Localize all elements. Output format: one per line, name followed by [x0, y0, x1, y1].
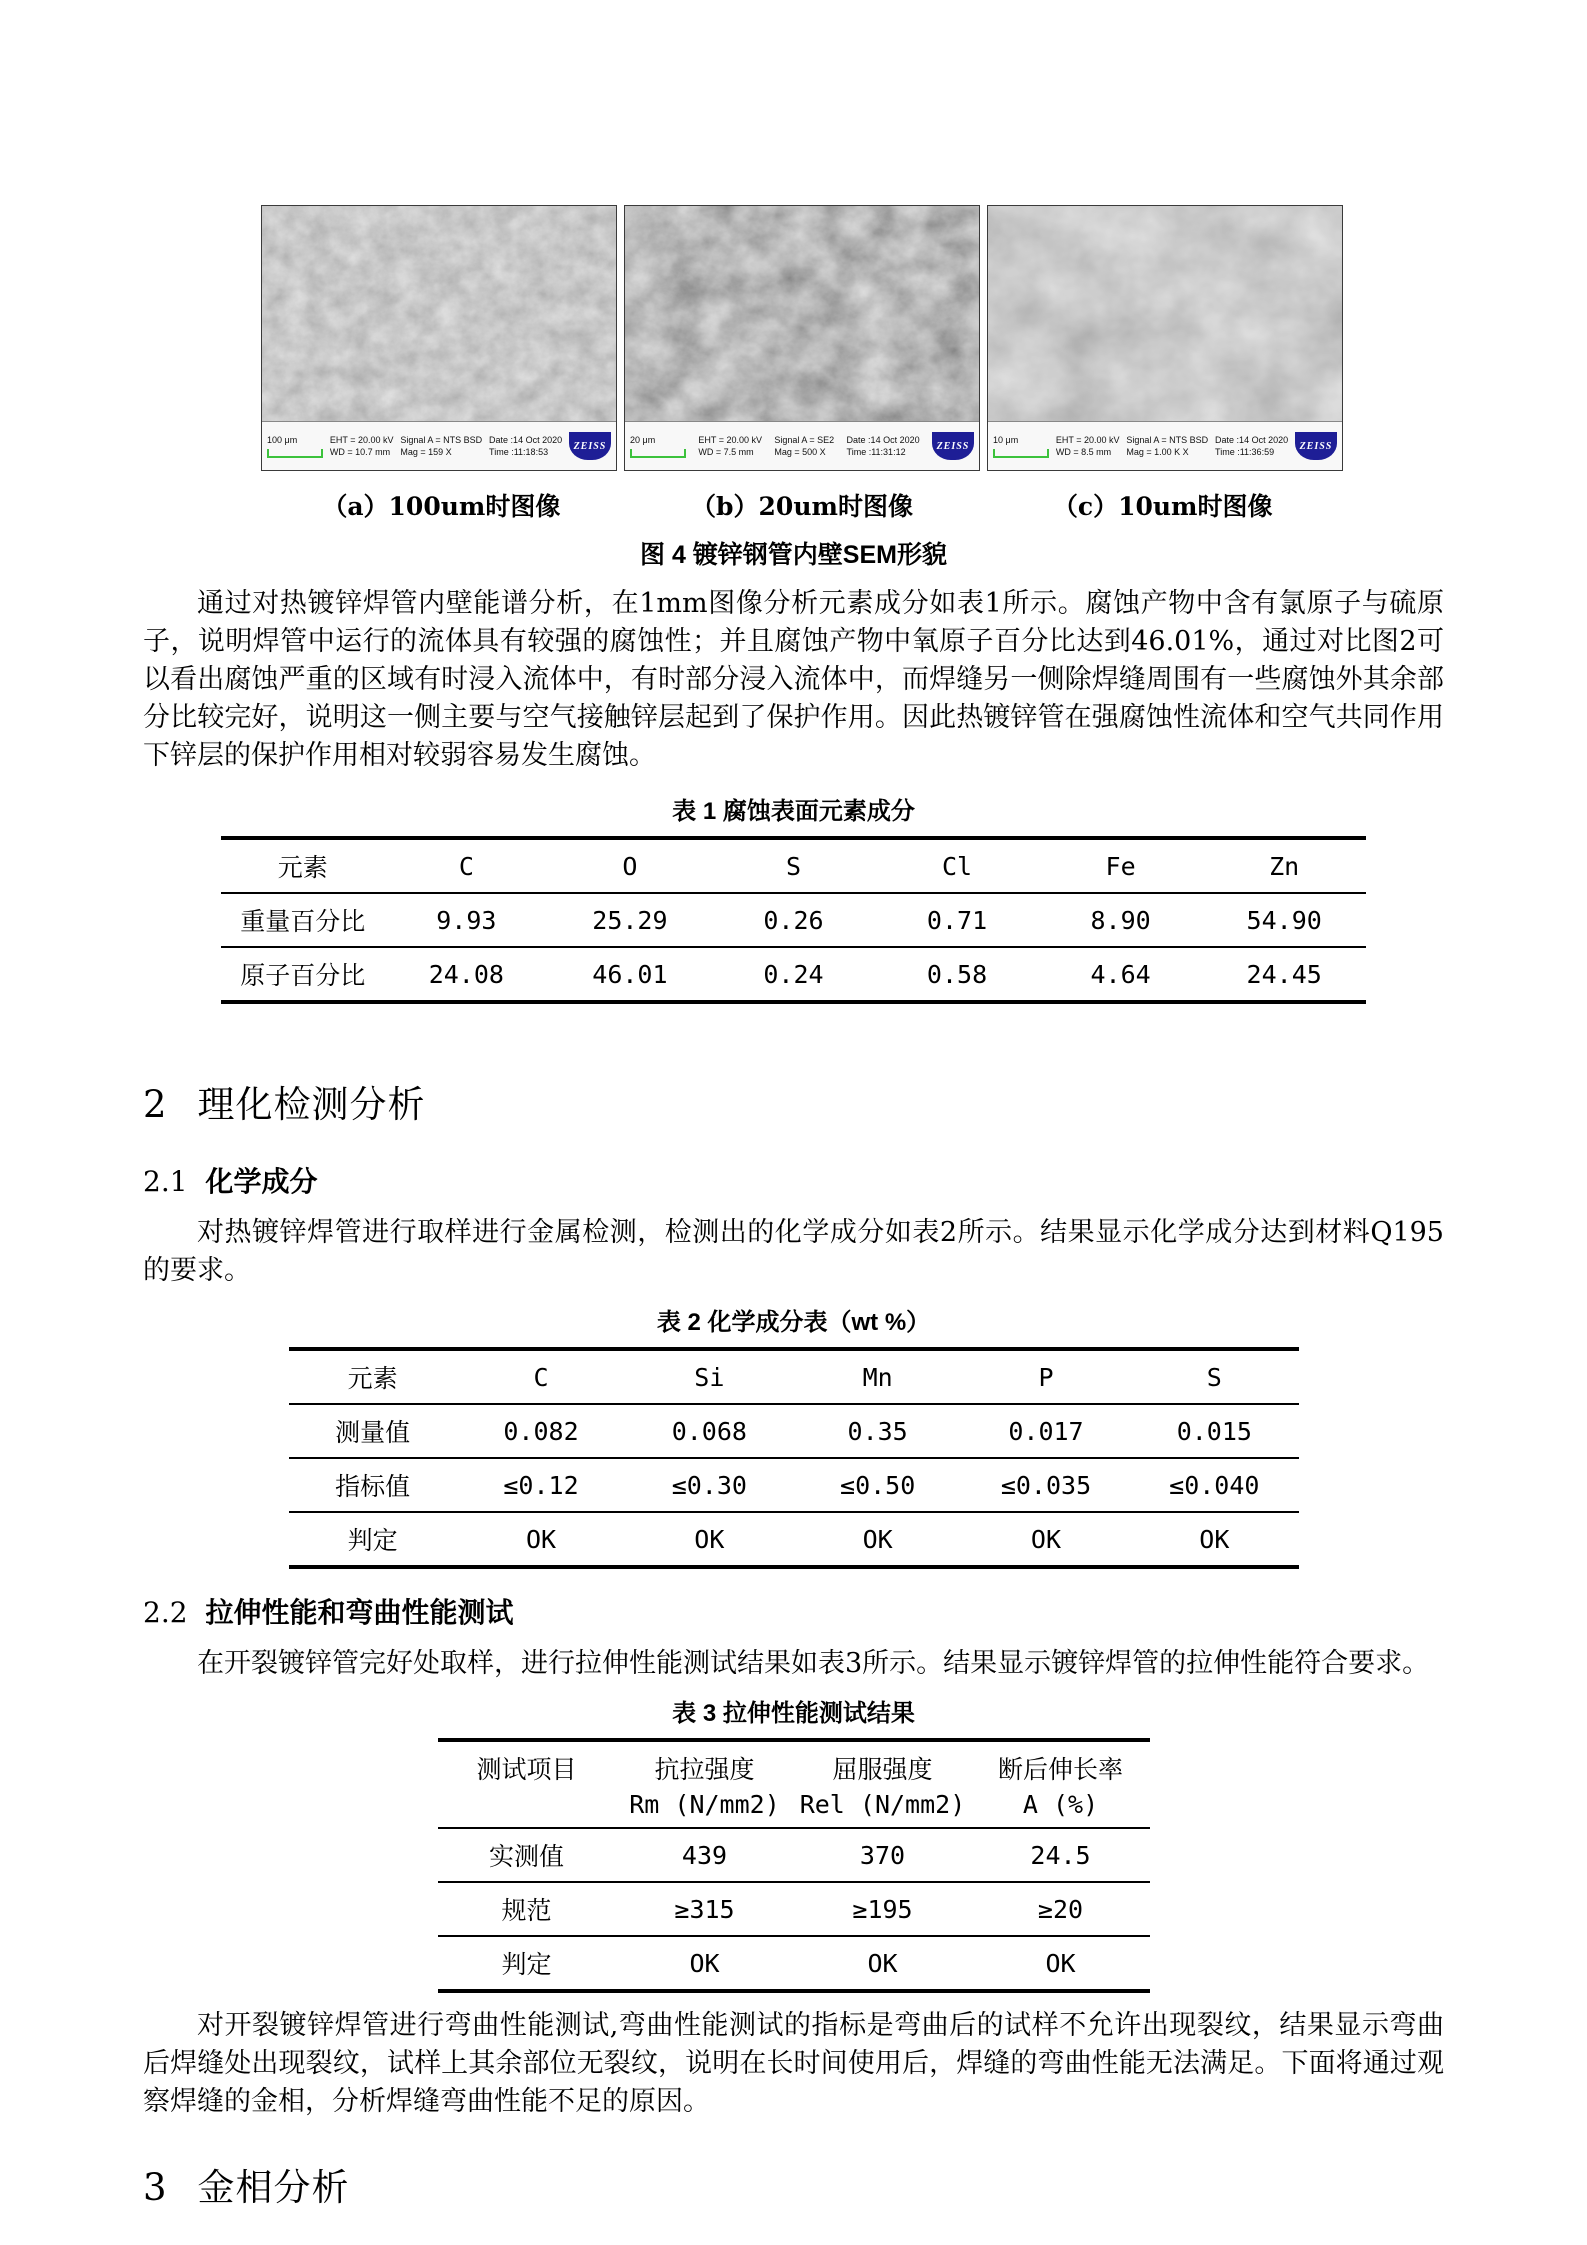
- zeiss-logo: ZEISS: [569, 432, 611, 460]
- table3-tensile-results: [438, 1738, 1150, 1993]
- mag-value: Mag = 500 X: [774, 447, 826, 457]
- table-cell: OK: [1045, 1948, 1076, 1978]
- table-cell: 判定: [347, 1527, 398, 1555]
- paragraph-energy-spectrum: 通过对热镀锌焊管内壁能谱分析，在1mm图像分析元素成分如表1所示。腐蚀产物中含有氯原子与硫原子，说明焊管中运行的流体具有较强的腐蚀性；并且腐蚀产物中氧原子百分比达到46.01%，通过对比图2可以看出腐蚀严重的区域有时浸入流体中，有时部分浸入流体中，而焊缝另一侧除焊缝周围有一些腐蚀外其余部分比较完好，说明这一侧主要与空气接触锌层起到了保护作用。因此热镀锌管在强腐蚀性流体和空气共同作用下锌层的保护作用相对较弱容易发生腐蚀。: [143, 588, 1444, 771]
- paragraph-chemical-composition: 对热镀锌焊管进行取样进行金属检测，检测出的化学成分如表2所示。结果显示化学成分达到材料Q195的要求。: [143, 1217, 1444, 1286]
- time-value: Time :11:31:12: [846, 447, 906, 457]
- wd-value: WD = 8.5 mm: [1055, 447, 1112, 457]
- table-header-row: [438, 1740, 1150, 1788]
- table-row: [438, 1828, 1150, 1882]
- sem-image-c: [988, 206, 1342, 421]
- eht-value: EHT = 20.00 kV: [698, 434, 762, 445]
- table-header-cell: 抗拉强度: [654, 1756, 755, 1784]
- table-cell: OK: [862, 1524, 893, 1554]
- table-row: [438, 1882, 1150, 1936]
- panel-caption-a: （a）100um时图像: [322, 492, 561, 521]
- mag-value: Mag = 1.00 K X: [1126, 447, 1189, 457]
- table-subheader-row: [438, 1788, 1150, 1828]
- scale-bar-icon: [630, 449, 686, 458]
- table-cell: 0.71: [926, 905, 988, 935]
- table-cell: 原子百分比: [240, 962, 366, 990]
- sem-image-a: [262, 206, 616, 421]
- table-cell: 0.068: [671, 1416, 747, 1446]
- date-value: Date :14 Oct 2020: [846, 434, 920, 445]
- sem-image-b: [625, 206, 979, 421]
- zeiss-logo: ZEISS: [1295, 432, 1337, 460]
- section-2-1-heading: [143, 1160, 1444, 1200]
- section-title: 化学成分: [205, 1166, 318, 1197]
- table-header-cell: A (%): [1022, 1790, 1099, 1819]
- datetime-info: [1215, 434, 1288, 458]
- section-3-heading: [143, 2157, 1444, 2211]
- scale-bar: [267, 434, 323, 457]
- table-header-cell: Mn: [862, 1362, 893, 1392]
- table-header-cell: Fe: [1105, 851, 1136, 881]
- scale-bar: [630, 434, 686, 457]
- section-number: 3: [143, 2166, 168, 2209]
- table-header-cell: Rel (N/mm2): [799, 1790, 966, 1819]
- table-cell: 4.64: [1090, 959, 1151, 989]
- datetime-info: [489, 434, 562, 458]
- table-cell: 0.015: [1176, 1416, 1252, 1446]
- section-title: 金相分析: [197, 2166, 350, 2209]
- table-cell: 0.082: [503, 1416, 579, 1446]
- beam-info: [330, 434, 394, 458]
- table-row: [289, 1458, 1299, 1512]
- figure-caption: 图 4 镀锌钢管内壁SEM形貌: [640, 541, 947, 569]
- section-number: 2: [143, 1083, 168, 1126]
- table-cell: 370: [859, 1840, 906, 1870]
- table-cell: ≤0.040: [1169, 1470, 1260, 1500]
- table-cell: OK: [689, 1948, 720, 1978]
- table-cell: OK: [525, 1524, 557, 1554]
- table-header-row: [221, 838, 1366, 893]
- eht-value: EHT = 20.00 kV: [329, 434, 394, 445]
- table-cell: 实测值: [488, 1843, 564, 1871]
- table-cell: 25.29: [592, 905, 668, 935]
- datetime-info: [847, 434, 920, 458]
- table-header-cell: 断后伸长率: [997, 1756, 1123, 1784]
- table-header-cell: Si: [694, 1362, 725, 1392]
- table-cell: ≤0.50: [840, 1470, 916, 1500]
- section-title: 理化检测分析: [197, 1083, 426, 1126]
- table-header-cell: P: [1038, 1362, 1054, 1392]
- panel-caption-b: （b）20um时图像: [691, 492, 913, 521]
- table-cell: ≤0.30: [671, 1470, 747, 1500]
- table-cell: 24.08: [428, 959, 504, 989]
- table-row: [289, 1404, 1299, 1458]
- table-cell: 54.90: [1246, 905, 1322, 935]
- sem-panel-c: [987, 205, 1343, 471]
- paragraph-bending-test: 对开裂镀锌焊管进行弯曲性能测试,弯曲性能测试的指标是弯曲后的试样不允许出现裂纹，结果显示弯曲后焊缝处出现裂纹，试样上其余部位无裂纹，说明在长时间使用后，焊缝的弯曲性能无法满足。下面将通过观察焊缝的金相，分析焊缝弯曲性能不足的原因。: [143, 2010, 1444, 2117]
- table1-caption: 表 1 腐蚀表面元素成分: [672, 798, 915, 825]
- table-cell: ≤0.12: [503, 1470, 579, 1500]
- zeiss-logo: ZEISS: [932, 432, 974, 460]
- table3-caption: 表 3 拉伸性能测试结果: [672, 1700, 915, 1727]
- table-cell: ≥195: [852, 1894, 913, 1924]
- table-cell: 规范: [501, 1897, 552, 1925]
- table-header-cell: Rm (N/mm2): [629, 1790, 780, 1819]
- scale-bar-icon: [267, 449, 323, 458]
- table2-caption: 表 2 化学成分表（wt %）: [656, 1309, 931, 1336]
- table-header-cell: 元素: [277, 854, 328, 882]
- eht-value: EHT = 20.00 kV: [1055, 434, 1120, 445]
- table-cell: 24.5: [1030, 1840, 1091, 1870]
- table-row: [221, 893, 1366, 947]
- table-header-row: [289, 1349, 1299, 1404]
- table1-corrosion-elements: [221, 836, 1366, 1004]
- sem-texture-a: [262, 206, 616, 421]
- scale-bar: [993, 434, 1049, 457]
- table-cell: 9.93: [436, 905, 497, 935]
- table-cell: 0.58: [926, 959, 988, 989]
- table-cell: ≥20: [1037, 1894, 1084, 1924]
- scale-label: 20 μm: [630, 435, 656, 446]
- table-cell: 0.26: [763, 905, 824, 935]
- time-value: Time :11:36:59: [1215, 447, 1275, 457]
- table-header-cell: O: [622, 851, 638, 881]
- sem-texture-c: [988, 206, 1342, 421]
- table-header-cell: Cl: [941, 851, 973, 881]
- section-title: 拉伸性能和弯曲性能测试: [205, 1597, 514, 1628]
- scale-label: 100 μm: [267, 435, 298, 446]
- table-header-cell: S: [785, 851, 801, 881]
- date-value: Date :14 Oct 2020: [1215, 434, 1289, 445]
- sem-figure: [261, 205, 1343, 471]
- beam-info: [698, 434, 762, 458]
- table-cell: OK: [1199, 1524, 1230, 1554]
- signal-info: [774, 434, 834, 458]
- sem-info-bar: [625, 421, 979, 470]
- table-cell: 24.45: [1246, 959, 1322, 989]
- time-value: Time :11:18:53: [489, 447, 549, 457]
- table-header-cell: C: [458, 851, 474, 881]
- table-cell: ≥315: [674, 1894, 735, 1924]
- sem-info-bar: [988, 421, 1342, 470]
- section-2-2-heading: [143, 1591, 1444, 1631]
- section-number: 2.2: [143, 1596, 188, 1629]
- table-header-cell: C: [533, 1362, 549, 1392]
- table-cell: 0.24: [763, 959, 824, 989]
- sem-panel-a: [261, 205, 617, 471]
- table-cell: ≤0.035: [1000, 1470, 1092, 1500]
- signal-value: Signal A = NTS BSD: [400, 434, 483, 445]
- table-cell: 测量值: [335, 1419, 411, 1447]
- signal-info: [1126, 434, 1208, 458]
- table2-chemical-composition: [289, 1347, 1299, 1569]
- table-cell: 0.017: [1008, 1416, 1084, 1446]
- table-header-cell: 测试项目: [476, 1756, 577, 1784]
- signal-info: [400, 434, 482, 458]
- table-cell: 指标值: [335, 1473, 411, 1501]
- wd-value: WD = 10.7 mm: [329, 447, 391, 457]
- sem-panel-b: [624, 205, 980, 471]
- table-cell: 439: [681, 1840, 728, 1870]
- mag-value: Mag = 159 X: [400, 447, 452, 457]
- table-header-cell: S: [1206, 1362, 1222, 1392]
- scale-bar-icon: [993, 449, 1049, 458]
- sem-info-bar: [262, 421, 616, 470]
- section-number: 2.1: [143, 1165, 188, 1198]
- section-2-heading: [143, 1074, 1444, 1128]
- sem-texture-b: [625, 206, 979, 421]
- table-cell: 8.90: [1090, 905, 1151, 935]
- signal-value: Signal A = SE2: [774, 434, 835, 445]
- table-cell: OK: [1030, 1524, 1062, 1554]
- table-cell: 判定: [501, 1951, 552, 1979]
- signal-value: Signal A = NTS BSD: [1126, 434, 1209, 445]
- table-cell: 0.35: [847, 1416, 908, 1446]
- paragraph-tensile-test: 在开裂镀锌管完好处取样，进行拉伸性能测试结果如表3所示。结果显示镀锌焊管的拉伸性能符合要求。: [197, 1648, 1430, 1679]
- beam-info: [1056, 434, 1120, 458]
- wd-value: WD = 7.5 mm: [698, 447, 754, 457]
- table-header-cell: Zn: [1269, 851, 1300, 881]
- table-header-cell: [438, 1788, 616, 1828]
- table-cell: 46.01: [592, 959, 668, 989]
- table-row: [438, 1936, 1150, 1991]
- table-cell: OK: [867, 1948, 898, 1978]
- table-header-cell: 屈服强度: [832, 1756, 933, 1784]
- date-value: Date :14 Oct 2020: [489, 434, 563, 445]
- table-row: [289, 1512, 1299, 1567]
- table-cell: OK: [694, 1524, 725, 1554]
- panel-captions: [261, 487, 1343, 523]
- table-header-cell: 元素: [347, 1365, 398, 1393]
- scale-label: 10 μm: [993, 435, 1019, 446]
- table-row: [221, 947, 1366, 1002]
- panel-caption-c: （c）10um时图像: [1052, 492, 1273, 521]
- table-cell: 重量百分比: [240, 908, 366, 936]
